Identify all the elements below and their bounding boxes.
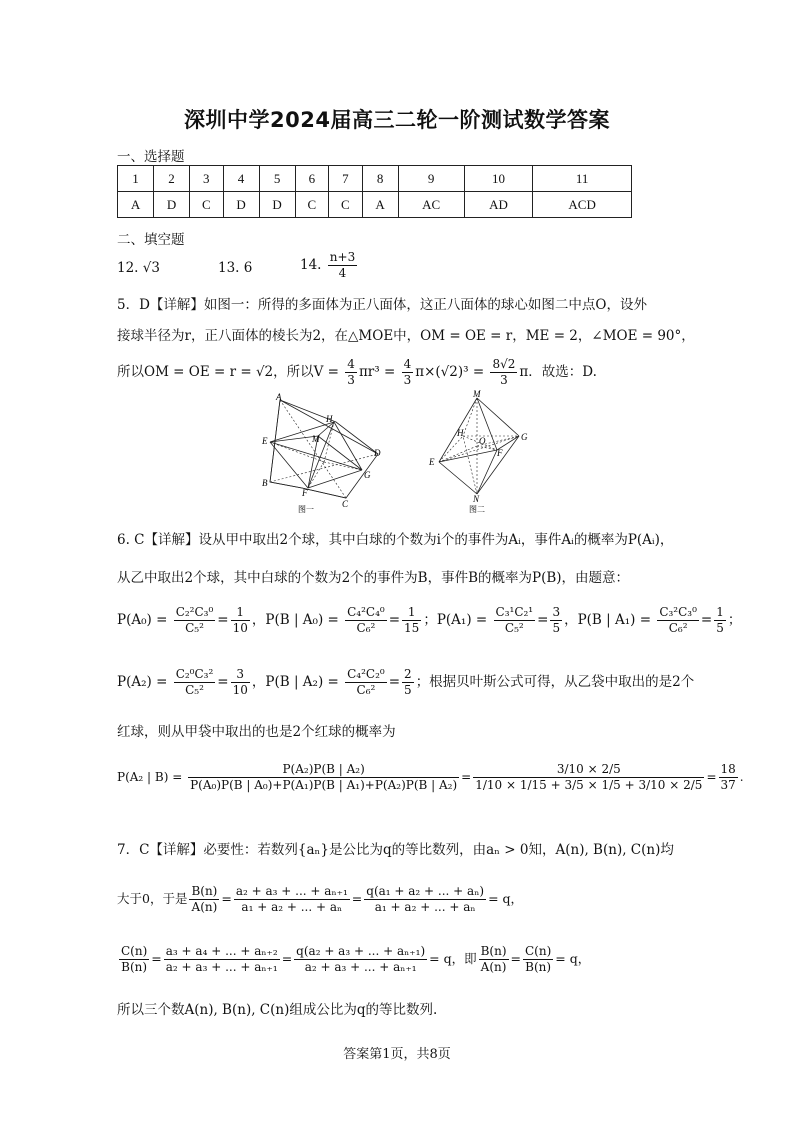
q6-eq5-frac bbox=[174, 667, 216, 698]
fill-answer-12 bbox=[117, 258, 160, 278]
q5-frac-num: 8√2 bbox=[492, 357, 516, 371]
svg-text:G: G bbox=[364, 470, 371, 480]
q14-fraction bbox=[328, 250, 357, 281]
frac-num: 2 bbox=[404, 667, 412, 681]
q5-line1: 5．D【详解】如图一：所得的多面体为正八面体，这正八面体的球心如图二中点O，设外 bbox=[117, 297, 647, 313]
svg-text:E: E bbox=[429, 457, 435, 467]
q6-eq5-value bbox=[231, 667, 250, 698]
frac-num: a₃ + a₄ + ... + aₙ₊₂ bbox=[165, 944, 278, 958]
frac-num: q(a₂ + a₃ + ... + aₙ₊₁) bbox=[296, 944, 426, 958]
svg-text:B: B bbox=[262, 478, 268, 488]
frac-den: A(n) bbox=[480, 960, 507, 974]
svg-text:M: M bbox=[473, 390, 481, 399]
svg-text:G: G bbox=[521, 432, 528, 442]
q5-line2: 接球半径为r，正八面体的棱长为2，在△MOE中，OM = OE = r，ME = 2，∠MOE = 90°， bbox=[117, 328, 695, 344]
frac-num: q(a₁ + a₂ + ... + aₙ) bbox=[366, 884, 485, 898]
fill-answer-13 bbox=[218, 258, 252, 278]
q7-line2-tail: = q， bbox=[488, 891, 524, 906]
q7-line1: 7．C【详解】必要性：若数列{aₙ}是公比为q的等比数列，由aₙ > 0知，A(n), B(n), C(n)均 bbox=[117, 842, 674, 858]
answer-letter-cell: D bbox=[259, 192, 295, 218]
q6-eq4-lhs: ，P(B | A₁) = bbox=[564, 612, 656, 628]
q6-equations-row1: P(A₀) = $\frac{\text{C₂²C₃⁰}}{\text{C₅²}}$ = $\frac{1}{10}$ ，P(B | A₀) = $\frac{\text{C₄²C₄⁰}}{\text{C₆²}}$ = $\frac{1}{15}$ ；P(A₁) = $\frac{\text{C₃¹C₂¹}}{\text{C₅²}}$ = $\frac{3}{5}$ ，P(B | A₁) = $\frac{\text{C₃²C₃⁰}}{\text{C₆²}}$ = $\frac{1}{5}$ ； bbox=[117, 605, 742, 635]
frac-den: a₂ + a₃ + ... + aₙ₊₁ bbox=[165, 960, 278, 974]
frac-num: 18 bbox=[720, 762, 736, 776]
answer-table bbox=[117, 165, 632, 218]
answer-letter-cell: A bbox=[118, 192, 154, 218]
frac-den: 5 bbox=[716, 621, 724, 635]
answer-letter-cell: AC bbox=[398, 192, 464, 218]
q6-eq2-lhs: ，P(B | A₀) = bbox=[251, 612, 344, 628]
q7-f1 bbox=[189, 884, 219, 915]
q14-numerator: n+3 bbox=[329, 250, 356, 264]
q5-frac-num: 4 bbox=[347, 357, 355, 371]
answer-number-cell: 7 bbox=[329, 166, 363, 192]
answer-letter-cell: D bbox=[154, 192, 190, 218]
q5-line3-c: π×(√2)³ = bbox=[415, 364, 485, 380]
q6-eq6-tail: ；根据贝叶斯公式可得，从乙袋中取出的是2个 bbox=[415, 674, 695, 690]
q6-bayes-lhs: P(A₂ | B) = bbox=[117, 770, 187, 784]
q5-frac-4-3 bbox=[345, 357, 357, 388]
q7-g1 bbox=[119, 944, 149, 975]
frac-num: B(n) bbox=[480, 944, 507, 958]
svg-text:M: M bbox=[312, 434, 320, 444]
q5-frac-4-3b bbox=[402, 357, 414, 388]
q6-bayes-frac bbox=[188, 762, 459, 793]
q6-eq3-value bbox=[550, 605, 562, 636]
frac-num: a₂ + a₃ + ... + aₙ₊₁ bbox=[235, 884, 348, 898]
svg-text:F: F bbox=[302, 488, 308, 498]
q6-bayes-row: P(A₂ | B) = $\frac{\text{P(A₂)P(B | A₂)}}{\text{P(A₀)P(B | A₀)+P(A₁)P(B | A₁)+P(A₂)P(B | A₂)}}$ = $\frac{3/10 \times 2/5}{1/10 \times 1/15 + 3/5 \times 1/5 + 3/10 \times 2/5}$ = $\frac{18}{37}$ . bbox=[117, 762, 744, 792]
answer-letter-row bbox=[118, 192, 632, 218]
q7-h1 bbox=[479, 944, 509, 975]
answer-number-cell: 3 bbox=[190, 166, 224, 192]
answer-number-cell: 6 bbox=[295, 166, 329, 192]
frac-den: a₁ + a₂ + ... + aₙ bbox=[374, 900, 476, 914]
q7-line2-a: 大于0，于是 bbox=[117, 891, 188, 906]
frac-den: 5 bbox=[404, 683, 412, 697]
q7-f2 bbox=[234, 884, 350, 915]
q6-eq4-frac bbox=[657, 605, 699, 636]
q13-value: 6 bbox=[243, 260, 253, 276]
frac-den: C₆² bbox=[668, 621, 688, 635]
answer-number-cell: 2 bbox=[154, 166, 190, 192]
frac-num: B(n) bbox=[191, 884, 218, 898]
frac-den: 1/10 × 1/15 + 3/5 × 1/5 + 3/10 × 2/5 bbox=[475, 778, 703, 792]
answer-number-cell: 1 bbox=[118, 166, 154, 192]
q6-eq3-frac bbox=[494, 605, 536, 636]
q6-eq2-frac bbox=[345, 605, 387, 636]
q5-line3-a: 所以OM = OE = r = √2，所以V = bbox=[117, 364, 339, 380]
section-choice-heading: 一、选择题 bbox=[117, 149, 185, 165]
q6-eq6-value bbox=[402, 667, 414, 698]
frac-den: 15 bbox=[404, 621, 420, 635]
frac-num: C(n) bbox=[525, 944, 552, 958]
frac-den: a₂ + a₃ + ... + aₙ₊₁ bbox=[304, 960, 417, 974]
svg-text:H: H bbox=[457, 428, 464, 438]
frac-num: C₃¹C₂¹ bbox=[495, 605, 534, 619]
answer-number-cell: 4 bbox=[223, 166, 259, 192]
frac-den: C₆² bbox=[356, 621, 376, 635]
frac-den: 10 bbox=[232, 621, 248, 635]
frac-num: 1 bbox=[231, 605, 250, 621]
q6-eq3-lhs: ；P(A₁) = bbox=[423, 612, 492, 628]
q14-label: 14. bbox=[300, 257, 322, 273]
frac-num: 3 bbox=[552, 605, 561, 619]
q7-line3-mid: = q，即 bbox=[429, 951, 477, 966]
q5-line3-b: πr³ = bbox=[358, 364, 396, 380]
answer-number-cell: 10 bbox=[464, 166, 533, 192]
svg-text:E: E bbox=[262, 436, 268, 446]
frac-num: C₂⁰C₃² bbox=[175, 667, 214, 681]
figure-2-caption: 图二 bbox=[469, 505, 485, 514]
q6-eq1-lhs: P(A₀) = bbox=[117, 612, 172, 628]
q7-line4: 所以三个数A(n), B(n), C(n)组成公比为q的等比数列. bbox=[117, 1002, 438, 1018]
svg-text:A: A bbox=[276, 392, 282, 402]
svg-text:D: D bbox=[374, 448, 381, 458]
answer-letter-cell: D bbox=[223, 192, 259, 218]
frac-den: A(n) bbox=[191, 900, 218, 914]
q6-eq6-frac bbox=[345, 667, 387, 698]
svg-text:F: F bbox=[497, 448, 503, 458]
q5-frac-den: 3 bbox=[347, 373, 355, 387]
q5-frac-den: 3 bbox=[403, 373, 412, 387]
q6-eq6-lhs: ，P(B | A₂) = bbox=[251, 674, 344, 690]
q7-line3: $\frac{C(n)}{B(n)}$ = $\frac{\text{a₃ + a₄ + ... + aₙ₊₂}}{\text{a₂ + a₃ + ... + aₙ₊₁}}$ = $\frac{\text{q(a₂ + a₃ + ... + aₙ₊₁)}}{\text{a₂ + a₃ + ... + aₙ₊₁}}$ = q，即 $\frac{B(n)}{A(n)}$ = $\frac{C(n)}{B(n)}$ = q， bbox=[121, 944, 591, 974]
frac-den: P(A₀)P(B | A₀)+P(A₁)P(B | A₁)+P(A₂)P(B | A₂) bbox=[190, 778, 458, 792]
frac-num: C(n) bbox=[121, 944, 148, 958]
frac-den: 5 bbox=[552, 621, 561, 635]
answer-number-cell: 9 bbox=[398, 166, 464, 192]
page-footer: 答案第1页，共8页 bbox=[343, 1047, 451, 1062]
q6-line2: 从乙中取出2个球，其中白球的个数为2个的事件为B，事件B的概率为P(B)，由题意： bbox=[117, 570, 630, 586]
q12-value: √3 bbox=[142, 260, 160, 276]
frac-num: P(A₂)P(B | A₂) bbox=[188, 762, 459, 778]
frac-num: 3 bbox=[231, 667, 250, 683]
q6-equations-row2: P(A₂) = $\frac{\text{C₂⁰C₃²}}{\text{C₅²}}$ = $\frac{3}{10}$ ，P(B | A₂) = $\frac{\text{C₄²C₂⁰}}{\text{C₆²}}$ = $\frac{2}{5}$ ；根据贝叶斯公式可得，从乙袋中取出的是2个 bbox=[117, 667, 695, 697]
q6-eq4-value bbox=[714, 605, 726, 636]
svg-text:O: O bbox=[479, 436, 486, 446]
answer-letter-cell: A bbox=[362, 192, 398, 218]
q6-bayes-frac2 bbox=[473, 762, 704, 793]
q5-frac-8r2-3 bbox=[490, 357, 517, 388]
frac-den: C₅² bbox=[185, 683, 204, 697]
q6-eq5-lhs: P(A₂) = bbox=[117, 674, 172, 690]
q7-f3 bbox=[364, 884, 486, 915]
q7-g2 bbox=[164, 944, 280, 975]
svg-text:N: N bbox=[473, 494, 480, 504]
section-fill-heading: 二、填空题 bbox=[117, 232, 185, 248]
q7-line3-tail: = q， bbox=[555, 951, 591, 966]
q7-g3 bbox=[294, 944, 427, 975]
answer-letter-cell: C bbox=[190, 192, 224, 218]
figure-1-caption: 图一 bbox=[298, 505, 314, 514]
q7-line2: 大于0，于是 $\frac{B(n)}{A(n)}$ = $\frac{\text{a₂ + a₃ + ... + aₙ₊₁}}{\text{a₁ + a₂ + ... + aₙ}}$ = $\frac{\text{q(a₁ + a₂ + ... + aₙ)}}{\text{a₁ + a₂ + ... + aₙ}}$ = q， bbox=[117, 884, 524, 914]
q6-eq1-frac bbox=[174, 605, 216, 636]
frac-den: C₅² bbox=[504, 621, 524, 635]
q7-h2 bbox=[523, 944, 553, 975]
q6-eq2-value bbox=[402, 605, 421, 636]
answer-letter-cell: AD bbox=[464, 192, 533, 218]
frac-den: B(n) bbox=[525, 960, 552, 974]
frac-den: 10 bbox=[232, 683, 248, 697]
frac-num: 1 bbox=[402, 605, 421, 621]
answer-number-cell: 11 bbox=[533, 166, 632, 192]
figure-2-octahedron bbox=[425, 390, 537, 514]
q5-frac-num: 4 bbox=[403, 357, 412, 371]
frac-num: C₄²C₂⁰ bbox=[347, 667, 385, 681]
frac-num: C₄²C₄⁰ bbox=[347, 605, 385, 619]
frac-num: 1 bbox=[716, 605, 724, 619]
q5-line3-d: π．故选：D. bbox=[519, 364, 597, 380]
q5-line3 bbox=[117, 357, 597, 388]
answer-number-row bbox=[118, 166, 632, 192]
q6-bayes-result bbox=[719, 762, 738, 793]
frac-den: C₅² bbox=[185, 621, 204, 635]
frac-num: 3/10 × 2/5 bbox=[473, 762, 704, 778]
frac-num: C₃²C₃⁰ bbox=[659, 605, 697, 619]
q6-line5: 红球，则从甲袋中取出的也是2个红球的概率为 bbox=[117, 724, 396, 740]
frac-den: 37 bbox=[720, 778, 736, 792]
answer-letter-cell: C bbox=[329, 192, 363, 218]
answer-letter-cell: C bbox=[295, 192, 329, 218]
frac-den: a₁ + a₂ + ... + aₙ bbox=[241, 900, 343, 914]
q6-eq1-value bbox=[231, 605, 250, 636]
frac-num: C₂²C₃⁰ bbox=[175, 605, 214, 619]
fill-answer-14 bbox=[300, 250, 359, 281]
frac-den: B(n) bbox=[121, 960, 148, 974]
answer-number-cell: 5 bbox=[259, 166, 295, 192]
answer-letter-cell: ACD bbox=[533, 192, 632, 218]
svg-text:H: H bbox=[326, 414, 333, 424]
figure-1-octahedron-in-cube bbox=[258, 392, 388, 514]
q13-label: 13. bbox=[218, 260, 240, 276]
page-title: 深圳中学2024届高三二轮一阶测试数学答案 bbox=[184, 108, 610, 132]
svg-text:C: C bbox=[342, 499, 349, 509]
q6-line1: 6. C【详解】设从甲中取出2个球，其中白球的个数为i个的事件为Aᵢ，事件Aᵢ的概率为P(Aᵢ)， bbox=[117, 532, 674, 548]
q5-frac-den: 3 bbox=[500, 373, 508, 387]
frac-den: C₆² bbox=[356, 683, 376, 697]
q12-label: 12. bbox=[117, 260, 139, 276]
q14-denominator: 4 bbox=[338, 266, 347, 280]
answer-number-cell: 8 bbox=[362, 166, 398, 192]
